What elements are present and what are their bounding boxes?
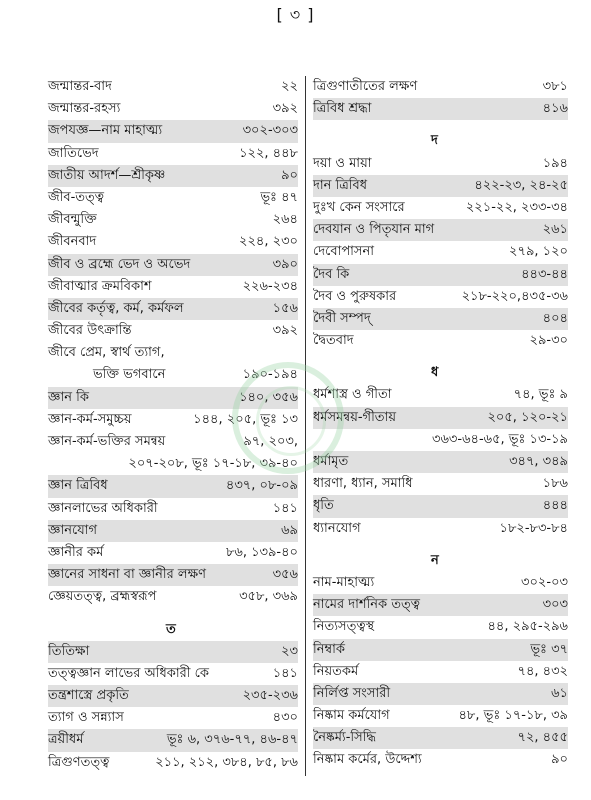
section-gap <box>313 540 568 550</box>
index-entry <box>313 330 568 352</box>
entry-term: জাতীয় আদর্শ—শ্রীকৃষ্ণ <box>48 167 166 183</box>
entry-term: তত্ত্বজ্ঞান লাভের অধিকারী কে <box>48 665 210 681</box>
index-right-column <box>313 76 568 772</box>
entry-pages: ৩৫৮, ৩৬৯ <box>239 589 298 605</box>
entry-pages: ৪১৬ <box>542 101 568 117</box>
index-entry <box>313 473 568 495</box>
entry-term: দেবোপাসনা <box>313 244 375 260</box>
index-entry <box>48 453 298 475</box>
index-left-column <box>48 76 298 774</box>
entry-pages: ৩৮১ <box>542 79 568 94</box>
entry-term: জ্ঞানের সাধনা বা জ্ঞানীর লক্ষণ <box>48 567 206 583</box>
entry-term: নিম্বার্ক <box>313 641 346 657</box>
page-number: [ ৩ ] <box>276 5 315 24</box>
entry-term: ধারণা, ধ্যান, সমাধি <box>313 476 413 492</box>
index-entry <box>313 727 568 749</box>
entry-term: নিত্যসত্ত্বস্থ <box>313 619 375 635</box>
entry-term: নিষ্কাম কর্মযোগ <box>313 708 390 724</box>
entry-term: জাতিভেদ <box>48 145 99 161</box>
index-entry <box>48 276 298 298</box>
entry-pages: ১৪১ <box>272 665 298 681</box>
index-entry <box>48 231 298 253</box>
entry-term: দৈবী সম্পদ্ <box>313 310 371 326</box>
entry-term: দ্বৈতবাদ <box>313 333 354 349</box>
index-entry <box>313 749 568 771</box>
entry-pages: ২৬১ <box>542 222 568 238</box>
index-entry <box>313 153 568 175</box>
entry-pages: ৩৫৬ <box>272 567 298 583</box>
entry-term: জ্ঞানযোগ <box>48 522 97 538</box>
index-entry <box>313 308 568 330</box>
entry-term: জীব ও ব্রহ্মে ভেদ ও অভেদ <box>48 256 191 272</box>
entry-pages: ৭২, ৪৫৫ <box>517 730 568 746</box>
entry-pages: ১৪০, ৩৫৬ <box>239 389 298 405</box>
index-entry <box>313 594 568 616</box>
entry-pages: ভূঃ ৬, ৩৭৬-৭৭, ৪৬-৪৭ <box>166 732 298 748</box>
index-entry <box>313 175 568 197</box>
section-letter <box>48 619 298 641</box>
index-entry <box>313 429 568 451</box>
entry-pages: ৭৪, ৪৩২ <box>517 663 568 679</box>
entry-term: জ্ঞান-কর্ম-সমুচ্চয় <box>48 411 132 427</box>
entry-pages: ৪৪, ২৯৫-২৯৬ <box>487 619 568 635</box>
entry-pages: ৭৪, ভূঃ ৯ <box>513 387 568 403</box>
entry-pages: ৯৭, ২০৩, <box>243 434 298 449</box>
entry-term: ত্রিগুণাতীতের লক্ষণ <box>313 79 418 94</box>
entry-pages: ৪২২-২৩, ২৪-২৫ <box>474 177 568 193</box>
entry-term: দান ত্রিবিধ <box>313 177 368 193</box>
entry-pages: ২৩ <box>281 643 298 659</box>
entry-pages: ৪৪৩-৪৪ <box>521 266 568 282</box>
entry-term: ধর্মামৃত <box>313 454 349 469</box>
index-entry <box>48 187 298 209</box>
entry-pages: ৮৬, ১৩৯-৪০ <box>225 544 298 560</box>
entry-term: জপযজ্ঞ—নাম মাহাত্ম্য <box>48 123 163 139</box>
index-entry <box>313 219 568 241</box>
entry-term: ধর্মশাস্ত্র ও গীতা <box>313 387 392 403</box>
entry-pages: ২২৬-২৩৪ <box>242 278 298 294</box>
entry-pages: ২৩৫-২৩৬ <box>242 688 298 704</box>
entry-pages: ২৭৯, ১২০ <box>509 244 568 260</box>
entry-pages: ১৫৬ <box>272 300 298 316</box>
entry-term: নামের দার্শনিক তত্ত্ব <box>313 597 421 613</box>
index-entry <box>48 209 298 231</box>
index-entry <box>48 586 298 608</box>
entry-term: জ্ঞান কি <box>48 389 89 405</box>
index-entry <box>313 683 568 705</box>
entry-term: দৈব কি <box>313 266 350 282</box>
index-entry <box>313 661 568 683</box>
entry-term: জীবের উৎক্রান্তি <box>48 323 132 339</box>
index-entry <box>48 663 298 685</box>
column-divider <box>305 76 306 776</box>
index-entry <box>48 475 298 497</box>
entry-term: জ্ঞেয়তত্ত্ব, ব্রহ্মস্বরূপ <box>48 589 157 605</box>
entry-term: ত্যাগ ও সন্ন্যাস <box>48 710 124 726</box>
entry-term: ত্রিবিধ শ্রদ্ধা <box>313 101 372 117</box>
entry-pages: ৬৯ <box>281 522 298 538</box>
entry-term: জ্ঞানীর কর্ম <box>48 544 104 560</box>
entry-term: ধৃতি <box>313 498 334 514</box>
index-entry <box>313 451 568 473</box>
index-entry <box>48 76 298 98</box>
index-entry <box>313 407 568 429</box>
index-entry <box>313 241 568 263</box>
entry-term: ভক্তি ভগবানে <box>93 367 166 383</box>
index-entry <box>48 752 298 774</box>
index-entry <box>48 707 298 729</box>
entry-pages: ৩৯২ <box>272 101 298 117</box>
index-entry <box>48 520 298 542</box>
entry-pages: ৪৩৭, ০৮-০৯ <box>225 478 298 494</box>
section-letter-text: ধ <box>431 365 439 381</box>
entry-term: জ্ঞান ত্রিবিধ <box>48 478 108 494</box>
entry-pages: ৩৯২ <box>272 323 298 339</box>
entry-pages: ১৪৪, ২০৫, ভূঃ ১৩ <box>193 411 298 427</box>
entry-pages: ৩৯০ <box>272 256 298 272</box>
entry-term: জন্মান্তর-বাদ <box>48 79 112 94</box>
entry-pages: ১৯০-১৯৪ <box>242 367 298 383</box>
entry-pages: ১২২, ৪৪৮ <box>239 145 298 161</box>
entry-pages: ৪০৪ <box>542 310 568 326</box>
index-entry <box>48 342 298 364</box>
entry-term: জীবন্মুক্তি <box>48 212 97 228</box>
index-entry <box>48 498 298 520</box>
entry-pages: ২৬৪ <box>272 212 298 228</box>
section-gap <box>48 609 298 619</box>
index-entry <box>313 572 568 594</box>
entry-pages: ৪৪৪ <box>542 498 568 514</box>
index-entry <box>48 298 298 320</box>
index-entry <box>48 120 298 142</box>
entry-term: জীবাত্মার ক্রমবিকাশ <box>48 278 152 294</box>
index-entry <box>313 286 568 308</box>
entry-pages: ২২৪, ২৩০ <box>239 234 298 250</box>
entry-term: জ্ঞান-কর্ম-ভক্তির সমন্বয় <box>48 434 166 449</box>
entry-term: নিয়তকর্ম <box>313 663 359 679</box>
index-entry <box>313 639 568 661</box>
entry-pages: ১৪১ <box>272 500 298 516</box>
entry-pages: ৩০২-০৩ <box>521 574 568 590</box>
index-entry <box>48 641 298 663</box>
section-letter-text: ত <box>166 621 176 637</box>
entry-pages: ২২ <box>281 79 298 94</box>
entry-pages: ৪৩০ <box>272 710 298 726</box>
section-letter <box>313 550 568 572</box>
entry-term: ত্রিগুণতত্ত্ব <box>48 754 110 770</box>
index-entry <box>48 165 298 187</box>
index-entry <box>48 143 298 165</box>
index-entry <box>313 98 568 120</box>
index-entry <box>313 705 568 727</box>
index-entry <box>48 364 298 386</box>
entry-term: জীবের কর্তৃত্ব, কর্ম, কর্মফল <box>48 300 184 316</box>
index-entry <box>48 564 298 586</box>
index-entry <box>313 518 568 540</box>
index-entry <box>313 495 568 517</box>
index-entry <box>313 384 568 406</box>
entry-term: ধর্মসমন্বয়-গীতায় <box>313 409 396 425</box>
entry-pages: ভূঃ ৩৭ <box>530 641 568 657</box>
entry-pages: ৩৪৭, ৩৪৯ <box>509 454 568 469</box>
index-entry <box>48 254 298 276</box>
entry-term: দুঃখ কেন সংসারে <box>313 199 405 215</box>
section-gap <box>313 120 568 130</box>
entry-term: জীবে প্রেম, স্বার্থ ত্যাগ, <box>48 345 165 361</box>
entry-pages: ভূঃ ৪৭ <box>260 189 298 205</box>
index-entry <box>48 685 298 707</box>
entry-pages: ২০৫, ১২০-২১ <box>487 409 568 425</box>
entry-term: জীব-তত্ত্ব <box>48 189 105 205</box>
entry-pages: ৯০ <box>551 752 568 768</box>
index-entry <box>48 409 298 431</box>
index-entry <box>48 98 298 120</box>
section-gap <box>313 352 568 362</box>
entry-pages: ২০৭-২০৮, ভূঃ ১৭-১৮, ৩৯-৪০ <box>128 456 298 472</box>
entry-pages: ৬১ <box>551 685 568 701</box>
entry-term: ত্রয়ীধর্ম <box>48 732 84 748</box>
section-letter-text: দ <box>431 133 438 149</box>
entry-pages: ৩০২-৩০৩ <box>242 123 298 139</box>
entry-pages: ৩৬৩-৬৪-৬৫, ভূঃ ১৩-১৯ <box>432 431 568 447</box>
entry-term: নৈষ্কর্ম্য-সিদ্ধি <box>313 730 376 746</box>
entry-term: নিষ্কাম কর্মের, উদ্দেশ্য <box>313 752 422 768</box>
entry-pages: ৯০ <box>281 167 298 183</box>
entry-term: দেবযান ও পিতৃযান মাগ <box>313 222 435 238</box>
entry-pages: ৪৮, ভূঃ ১৭-১৮, ৩৯ <box>458 708 568 724</box>
entry-pages: ২১৮-২২০,৪৩৫-৩৬ <box>461 288 568 304</box>
section-letter <box>313 362 568 384</box>
entry-term: ধ্যানযোগ <box>313 520 361 536</box>
entry-term: দৈব ও পুরুষকার <box>313 288 397 304</box>
entry-pages: ২১১, ২১২, ৩৮৪, ৮৫, ৮৬ <box>155 754 298 770</box>
entry-term: তন্ত্রশাস্ত্রে প্রকৃতি <box>48 688 129 704</box>
entry-pages: ২৯-৩০ <box>529 333 568 349</box>
entry-term: তিতিক্ষা <box>48 643 90 659</box>
section-letter <box>313 130 568 152</box>
entry-pages: ১৮২-৮৩-৮৪ <box>499 520 568 536</box>
index-entry <box>313 264 568 286</box>
index-entry <box>48 320 298 342</box>
section-letter-text: ন <box>431 552 439 568</box>
index-entry <box>48 729 298 751</box>
entry-term: জন্মান্তর-রহস্য <box>48 101 121 117</box>
entry-term: জীবনবাদ <box>48 234 97 250</box>
entry-term: নাম-মাহাত্ম্য <box>313 574 375 590</box>
entry-term: জ্ঞানলাভের অধিকারী <box>48 500 158 516</box>
entry-pages: ১৯৪ <box>542 155 568 171</box>
entry-pages: ১৮৬ <box>542 476 568 492</box>
index-entry <box>48 387 298 409</box>
index-entry <box>313 197 568 219</box>
entry-pages: ৩০৩ <box>542 597 568 613</box>
index-entry <box>48 431 298 453</box>
entry-term: নির্লিপ্ত সংসারী <box>313 685 391 701</box>
entry-pages: ২২১-২২, ২৩৩-৩৪ <box>465 199 568 215</box>
entry-term: দয়া ও মায়া <box>313 155 372 171</box>
index-entry <box>313 616 568 638</box>
index-entry <box>48 542 298 564</box>
index-entry <box>313 76 568 98</box>
